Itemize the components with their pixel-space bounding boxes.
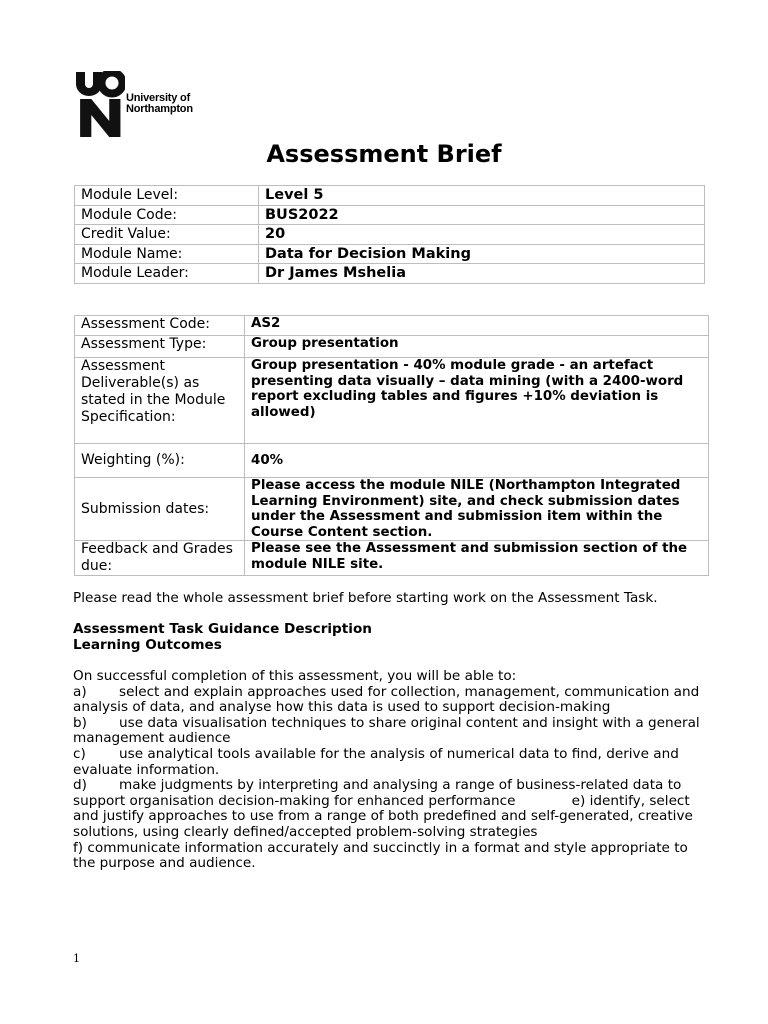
credit-value-value: 20 [259, 225, 705, 245]
module-info-table [74, 185, 705, 284]
list-item: f) communicate information accurately and succinctly in a format and style appropriate to the purpose and audience. [73, 839, 688, 872]
page-title: Assessment Brief [266, 140, 502, 168]
submission-dates-label: Submission dates: [75, 478, 245, 541]
module-name-label: Module Name: [75, 244, 259, 264]
module-level-label: Module Level: [75, 186, 259, 206]
feedback-grades-label: Feedback and Grades due: [75, 541, 245, 576]
university-logo [75, 71, 210, 139]
table-row [75, 264, 705, 284]
logo-wordmark: University of Northampton [126, 92, 193, 115]
module-code-label: Module Code: [75, 205, 259, 225]
table-row [75, 444, 709, 478]
table-row [75, 205, 705, 225]
module-code-value: BUS2022 [259, 205, 705, 225]
submission-dates-value: Please access the module NILE (Northampton Integrated Learning Environment) site, and check submission dates under the Assessment and submission item within the Course Content section. [245, 478, 709, 541]
table-row [75, 336, 709, 358]
assessment-type-value: Group presentation [245, 336, 709, 358]
assessment-type-label: Assessment Type: [75, 336, 245, 358]
table-row [75, 358, 709, 444]
weighting-label: Weighting (%): [75, 444, 245, 478]
assessment-deliverables-label: Assessment Deliverable(s) as stated in the Module Specification: [75, 358, 245, 444]
table-row [75, 316, 709, 336]
list-item: d) make judgments by interpreting and analysing a range of business-related data to support organisation decision-making for enhanced performance e) identify, select and justify approaches to use from a range of both predefined and self-generated, creative solutions, using clearly defined/accepted problem-solving strategies [73, 777, 693, 840]
intro-paragraph: Please read the whole assessment brief before starting work on the Assessment Task. [73, 590, 658, 606]
outcomes-intro: On successful completion of this assessment, you will be able to: [73, 668, 517, 684]
table-row [75, 186, 705, 206]
learning-outcomes-list [73, 669, 703, 872]
credit-value-label: Credit Value: [75, 225, 259, 245]
table-row [75, 244, 705, 264]
assessment-info-table [74, 315, 709, 576]
assessment-code-value: AS2 [245, 316, 709, 336]
assessment-code-label: Assessment Code: [75, 316, 245, 336]
uon-logo-mark-icon [75, 71, 125, 139]
guidance-heading: Assessment Task Guidance Description [73, 621, 372, 637]
feedback-grades-value: Please see the Assessment and submission section of the module NILE site. [245, 541, 709, 576]
list-item: a) select and explain approaches used for collection, management, communication and analysis of data, and analyse how this data is used to support decision-making [73, 683, 700, 716]
list-item: c) use analytical tools available for the analysis of numerical data to find, derive and evaluate information. [73, 745, 679, 778]
module-name-value: Data for Decision Making [259, 244, 705, 264]
assessment-deliverables-value: Group presentation - 40% module grade - an artefact presenting data visually – data mining (with a 2400-word report excluding tables and figures +10% deviation is allowed) [245, 358, 709, 444]
learning-outcomes-heading: Learning Outcomes [73, 637, 222, 653]
page-number: 1 [73, 952, 80, 965]
list-item: b) use data visualisation techniques to share original content and insight with a general management audience [73, 714, 700, 747]
module-leader-label: Module Leader: [75, 264, 259, 284]
table-row [75, 225, 705, 245]
weighting-value: 40% [245, 444, 709, 478]
module-leader-value: Dr James Mshelia [259, 264, 705, 284]
module-level-value: Level 5 [259, 186, 705, 206]
table-row [75, 478, 709, 541]
table-row [75, 541, 709, 576]
